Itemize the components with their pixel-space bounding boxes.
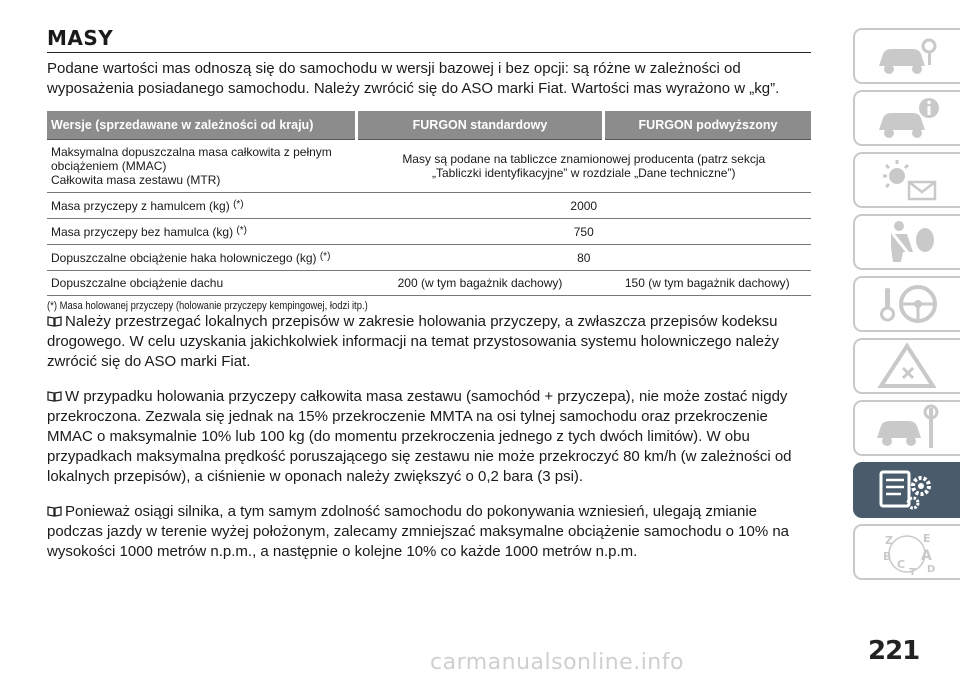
row-value-unbraked: 750 xyxy=(357,219,812,245)
svg-text:Z: Z xyxy=(884,534,893,547)
tab-maintenance[interactable] xyxy=(853,400,960,456)
table-row xyxy=(47,140,811,193)
watermark: carmanualsonline.info xyxy=(430,650,684,675)
page-title: MASY xyxy=(47,26,811,53)
row-value-hook: 80 xyxy=(357,245,812,271)
table-row xyxy=(47,193,811,219)
tab-emergency[interactable] xyxy=(853,338,960,394)
svg-text:T: T xyxy=(908,567,916,576)
tab-index[interactable] xyxy=(853,524,960,580)
row-value-roof-raised: 150 (w tym bagażnik dachowy) xyxy=(604,271,812,296)
car-info-icon xyxy=(873,94,943,142)
mass-table xyxy=(47,111,811,296)
seatbelt-airbag-icon xyxy=(873,218,943,266)
book-icon xyxy=(47,316,62,327)
tab-safety[interactable] xyxy=(853,214,960,270)
main-content xyxy=(47,26,811,577)
warning-triangle-icon xyxy=(873,342,943,390)
row-label-unbraked: Masa przyczepy bez hamulca (kg) (*) xyxy=(47,219,357,245)
svg-text:E: E xyxy=(922,532,931,545)
svg-text:A: A xyxy=(920,548,932,564)
chapter-sidebar xyxy=(853,28,960,586)
header-standard: FURGON standardowy xyxy=(357,111,604,140)
steering-wheel-icon xyxy=(873,280,943,328)
table-row xyxy=(47,245,811,271)
technical-data-icon xyxy=(873,466,943,514)
row-label-hook: Dopuszczalne obciążenie haka holowniczego (kg) (*) xyxy=(47,245,357,271)
row-label-braked: Masa przyczepy z hamulcem (kg) (*) xyxy=(47,193,357,219)
book-icon xyxy=(47,391,62,402)
index-letters-icon xyxy=(873,528,943,576)
table-footnote: (*) Masa holowanej przyczepy (holowanie przyczepy kempingowej, łodzi itp.) xyxy=(47,300,368,312)
paragraph-altitude: Ponieważ osiągi silnika, a tym samym zdolność samochodu do pokonywania wzniesień, ulegają zmianie podczas jazdy w terenie wyżej położonym, zalecamy zmniejszać maksymalne obciążenie samochodu o 10% na wysokości 1000 metrów n.p.m., a następnie o kolejne 10% co każde 1000 metrów n.p.m. xyxy=(47,503,790,560)
paragraph-total-mass: W przypadku holowania przyczepy całkowita masa zestawu (samochód + przyczepa), nie może zostać nigdy przekroczona. Zezwala się jednak na 15% przekroczenie MMTA na osi tylnej samochodu oraz przekroczenie MMAC o maksymalnie 10% lub 100 kg (do momentu przekroczenia jednego z tych dwóch limitów). W obu przypadkach maksymalna prędkość poruszającego się zestawu nie może przekroczyć 80 km/h (w zależności od lokalnych przepisów), a ciśnienie w oponach należy zwiększyć o 0,2 bara (3 psi). xyxy=(47,388,792,485)
header-versions: Wersje (sprzedawane w zależności od kraju) xyxy=(47,111,357,140)
table-header-row xyxy=(47,111,811,140)
warning-light-icon xyxy=(873,156,943,204)
row-value-braked: 2000 xyxy=(357,193,812,219)
table-row xyxy=(47,271,811,296)
svg-text:B: B xyxy=(882,550,891,563)
row-value-mmac: Masy są podane na tabliczce znamionowej producenta (patrz sekcja „Tabliczki identyfikacyjne” w rozdziale „Dane techniczne”) xyxy=(357,140,812,193)
svg-text:C: C xyxy=(896,558,905,571)
car-service-icon xyxy=(873,404,943,452)
tab-technical-data[interactable] xyxy=(853,462,960,518)
tab-car-info[interactable] xyxy=(853,90,960,146)
book-icon xyxy=(47,506,62,517)
header-raised: FURGON podwyższony xyxy=(604,111,812,140)
table-row xyxy=(47,219,811,245)
car-key-icon xyxy=(873,32,943,80)
row-label-mmac: Maksymalna dopuszczalna masa całkowita z pełnym obciążeniem (MMAC) Całkowita masa zestawu (MTR) xyxy=(47,140,357,193)
tab-warning-lights[interactable] xyxy=(853,152,960,208)
tab-driving[interactable] xyxy=(853,276,960,332)
intro-text: Podane wartości mas odnoszą się do samochodu w wersji bazowej i bez opcji: są różne w zależności od wyposażenia posiadanego samochodu. Należy zwrócić się do ASO marki Fiat. Wartości mas wyrażono w „kg”. xyxy=(47,60,780,97)
paragraph-towing-rules: Należy przestrzegać lokalnych przepisów w zakresie holowania przyczepy, a zwłaszcza przepisów kodeksu drogowego. W celu uzyskania jakichkolwiek informacji na temat przystosowania systemu holowniczego należy zwrócić się do ASO marki Fiat. xyxy=(47,313,780,370)
row-label-roof: Dopuszczalne obciążenie dachu xyxy=(47,271,357,296)
svg-text:D: D xyxy=(926,564,935,575)
page-number: 221 xyxy=(868,636,920,666)
row-value-roof-standard: 200 (w tym bagażnik dachowy) xyxy=(357,271,604,296)
tab-car-key[interactable] xyxy=(853,28,960,84)
